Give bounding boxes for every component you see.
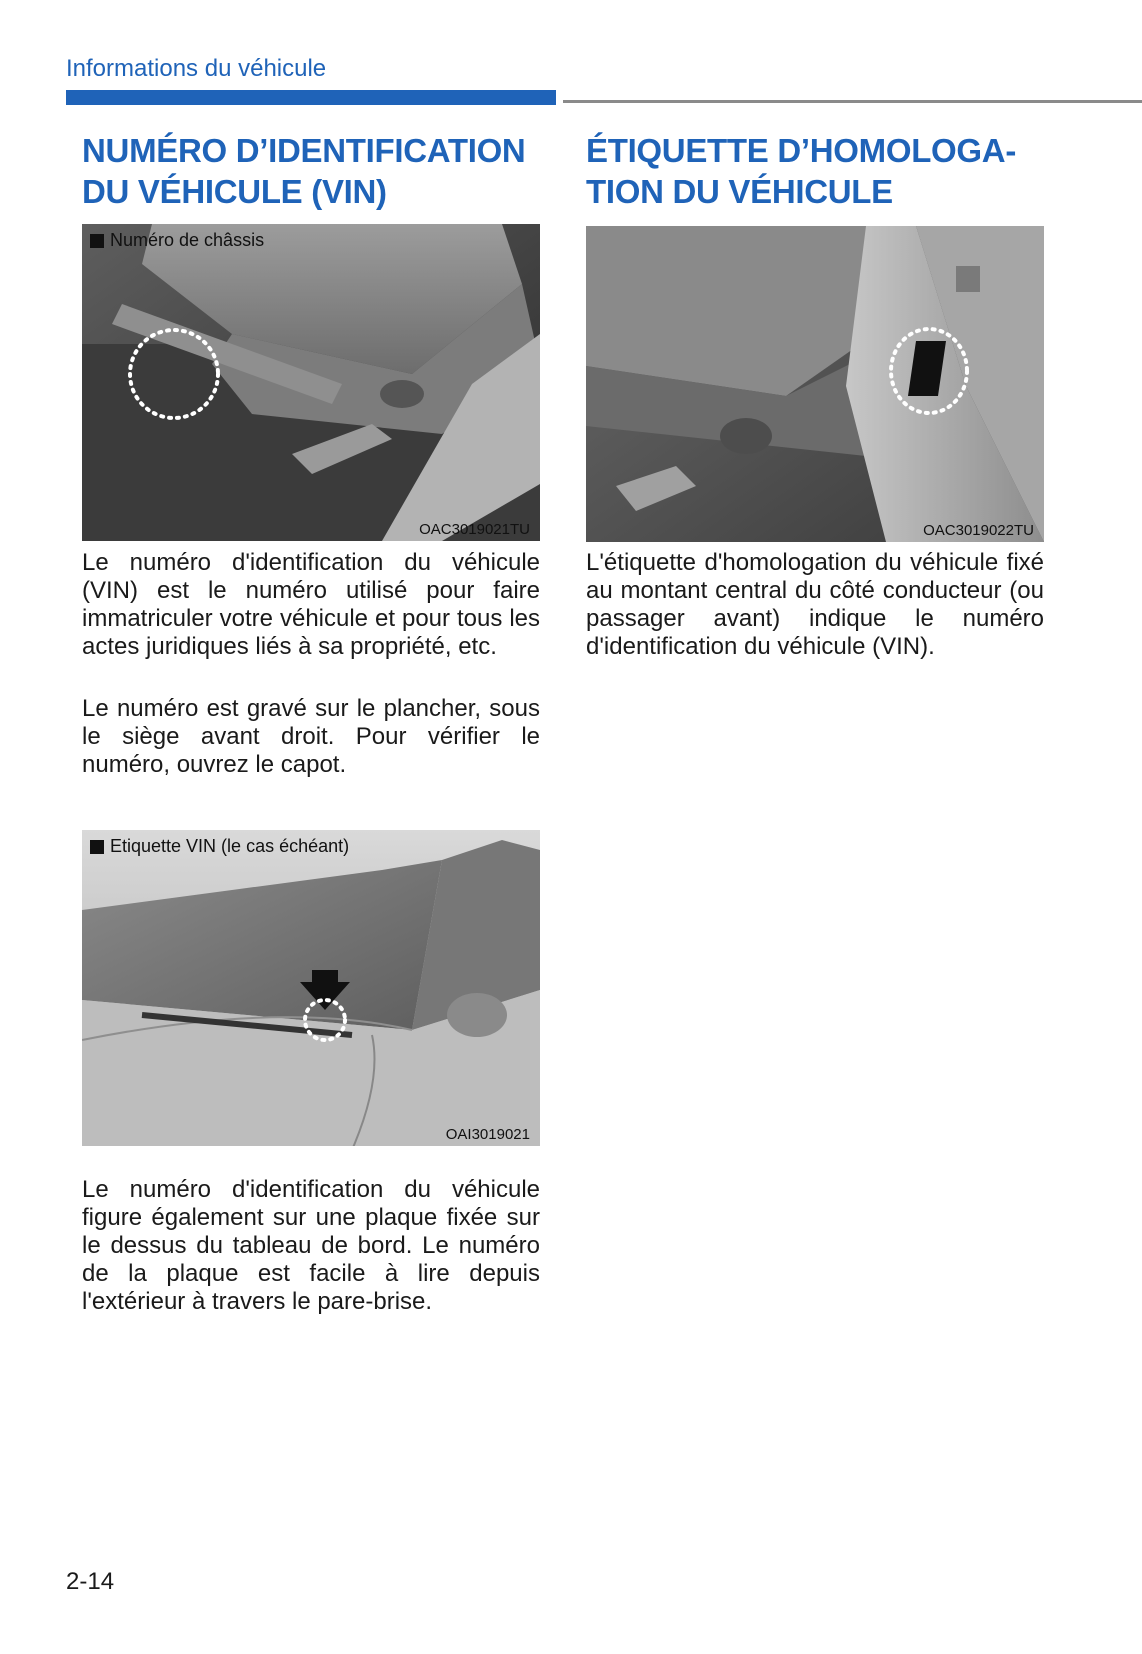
vin-paragraph-3: Le numéro d'identification du véhicule figure également sur une plaque fixée sur le dessus du tableau de bord. Le numéro de la plaque est facile à lire depuis l'extérieur à travers le pare-brise.: [82, 1176, 540, 1315]
homologation-label-figure: [586, 226, 1044, 542]
vin-title-line1: NUMÉRO D’IDENTIFICATION: [82, 132, 526, 169]
square-bullet-icon: [90, 234, 104, 248]
homologation-section-title: [586, 130, 1046, 212]
homologation-title-line1: ÉTIQUETTE D’HOMOLOGA-: [586, 132, 1017, 169]
header-accent-bar: [66, 90, 556, 105]
vin-paragraph-1: Le numéro d'identification du véhicule (VIN) est le numéro utilisé pour faire immatriculer votre véhicule et pour tous les actes juridiques liés à sa propriété, etc.: [82, 549, 540, 660]
figure-caption: [90, 836, 349, 857]
vin-paragraph-2: Le numéro est gravé sur le plancher, sous le siège avant droit. Pour vérifier le numéro, ouvrez le capot.: [82, 695, 540, 778]
seat-floor-illustration: [82, 224, 540, 541]
square-bullet-icon: [90, 840, 104, 854]
page-number: 2-14: [66, 1568, 115, 1595]
figure-caption: [90, 230, 264, 251]
vin-label-figure: [82, 830, 540, 1146]
figure-caption-text: Numéro de châssis: [110, 230, 265, 250]
windshield-illustration: [82, 830, 540, 1146]
figure-code: OAC3019022TU: [923, 522, 1034, 539]
b-pillar-illustration: [586, 226, 1044, 542]
figure-code: OAC3019021TU: [419, 521, 530, 538]
chassis-number-figure: [82, 224, 540, 541]
header-rule: [563, 100, 1142, 103]
figure-caption-text: Etiquette VIN (le cas échéant): [110, 836, 350, 856]
vin-section-title: [82, 130, 542, 212]
homologation-title-line2: TION DU VÉHICULE: [586, 173, 893, 210]
homologation-paragraph: L'étiquette d'homologation du véhicule fixé au montant central du côté conducteur (ou passager avant) indique le numéro d'identification du véhicule (VIN).: [586, 549, 1044, 660]
vin-title-line2: DU VÉHICULE (VIN): [82, 173, 387, 210]
figure-code: OAI3019021: [445, 1126, 530, 1143]
running-header: Informations du véhicule: [66, 55, 327, 82]
